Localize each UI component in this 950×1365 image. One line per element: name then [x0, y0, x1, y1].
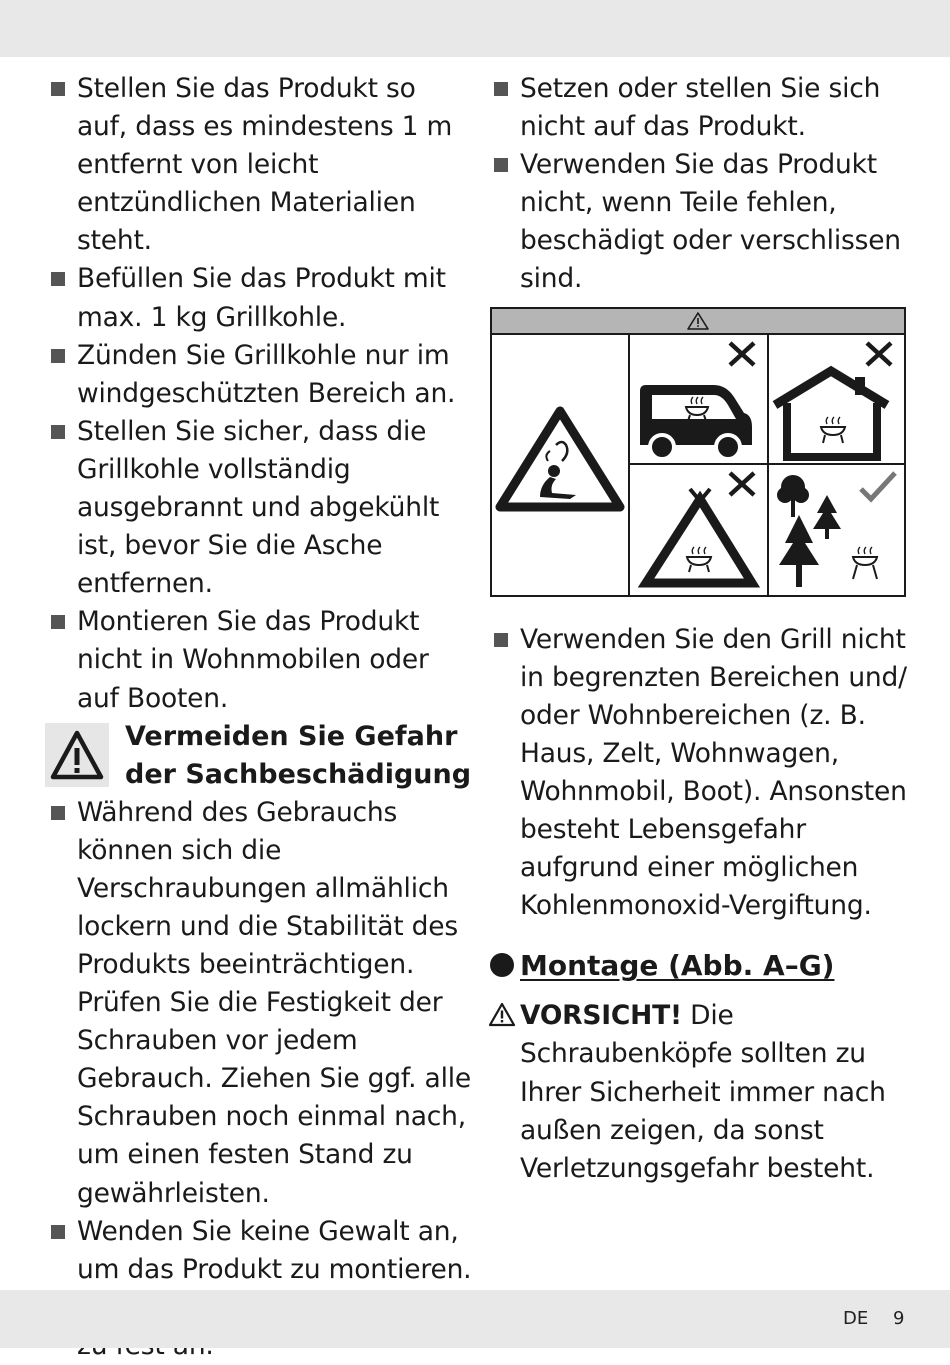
- camper-cell: [630, 335, 769, 465]
- bottom-band: [0, 1290, 950, 1348]
- square-bullet-icon: [51, 615, 65, 629]
- square-bullet-icon: [51, 272, 65, 286]
- square-bullet-icon: [494, 158, 508, 172]
- left-column: [47, 70, 472, 1365]
- house-icon: [769, 335, 904, 463]
- outdoor-cell: [769, 465, 904, 595]
- small-warning-icon: [492, 309, 904, 333]
- camper-van-icon: [630, 335, 767, 463]
- co-hazard-triangle-icon: [492, 335, 628, 595]
- page-number: 9: [893, 1308, 905, 1329]
- list-item: Während des Gebrauchs können sich die Verschraubungen allmählich lockern und die Stabilität des Produkts beeinträchtigen. Prüfen Sie die Festigkeit der Schrauben vor jedem Gebrauch. Ziehen Sie ggf. alle Schrauben noch einmal nach, um einen festen Stand zu gewährleisten.: [47, 794, 472, 1213]
- property-damage-warning: [47, 718, 472, 794]
- safety-list-1: [47, 70, 472, 718]
- list-item: Montieren Sie das Produkt nicht in Wohnmobilen oder auf Booten.: [47, 603, 472, 717]
- list-item: Verwenden Sie das Produkt nicht, wenn Teile fehlen, beschädigt oder verschlissen sind.: [490, 146, 910, 298]
- square-bullet-icon: [51, 425, 65, 439]
- warning-triangle-icon: [45, 723, 109, 787]
- square-bullet-icon: [494, 82, 508, 96]
- safety-list-3: [490, 70, 910, 299]
- list-item: Setzen oder stellen Sie sich nicht auf das Produkt.: [490, 70, 910, 146]
- list-item: Wenden Sie keine Gewalt an, um das Produkt zu montieren.: [47, 1213, 472, 1289]
- list-item: Stellen Sie das Produkt so auf, dass es mindestens 1 m entfernt von leicht entzündlichen Materialien steht.: [47, 70, 472, 260]
- outdoor-trees-icon: [769, 465, 904, 595]
- right-column: [490, 70, 910, 1188]
- list-item: Zünden Sie Grillkohle nur im windgeschützten Bereich an.: [47, 337, 472, 413]
- tent-icon: [630, 465, 767, 595]
- section-heading: Montage (Abb. A–G): [490, 947, 910, 987]
- language-code: DE: [843, 1308, 869, 1329]
- co-warning-cell: [492, 335, 630, 595]
- list-item: Befüllen Sie das Produkt mit max. 1 kg Grillkohle.: [47, 260, 472, 336]
- square-bullet-icon: [51, 1225, 65, 1239]
- square-bullet-icon: [494, 633, 508, 647]
- safety-list-2: [47, 794, 472, 1365]
- list-item: Verwenden Sie den Grill nicht in begrenzten Bereichen und/ oder Wohnbereichen (z. B. Haus, Zelt, Wohnwagen, Wohnmobil, Boot). Ansonsten besteht Lebensgefahr aufgrund einer möglichen Kohlenmonoxid-Vergiftung.: [490, 621, 910, 926]
- square-bullet-icon: [51, 82, 65, 96]
- bullet-dot-icon: [490, 953, 514, 977]
- top-band: [0, 0, 950, 57]
- square-bullet-icon: [51, 349, 65, 363]
- list-item: Stellen Sie sicher, dass die Grillkohle vollständig ausgebrannt und abgekühlt ist, bevor Sie die Asche entfernen.: [47, 413, 472, 603]
- square-bullet-icon: [51, 806, 65, 820]
- caution-note: VORSICHT! Die Schraubenköpfe sollten zu Ihrer Sicherheit immer nach außen zeigen, da sonst Verletzungsgefahr besteht.: [490, 997, 910, 1187]
- warning-title: Vermeiden Sie Gefahr der Sachbeschädigung: [125, 720, 472, 790]
- safety-list-4: [490, 621, 910, 926]
- tent-cell: [630, 465, 769, 595]
- caution-triangle-icon: [488, 1001, 516, 1039]
- house-cell: [769, 335, 904, 465]
- co-poisoning-pictogram: [490, 307, 906, 597]
- pictogram-header: [492, 309, 904, 335]
